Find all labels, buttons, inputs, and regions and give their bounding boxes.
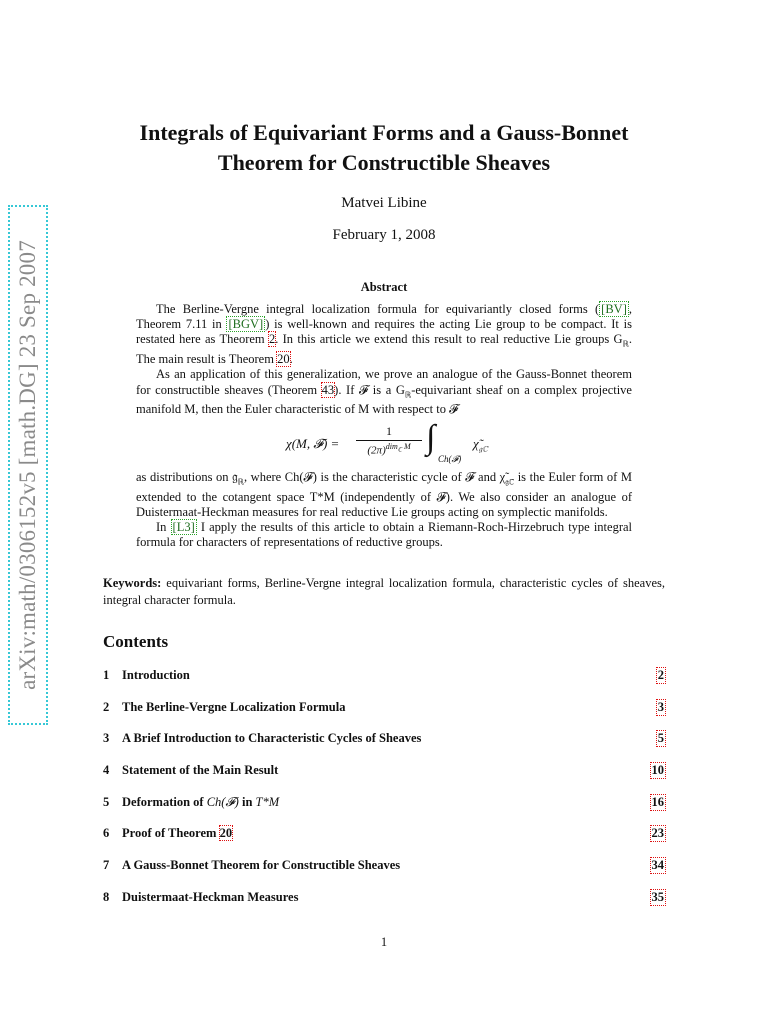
- abstract-heading: Abstract: [360, 280, 408, 294]
- toc-entry-introduction[interactable]: [103, 662, 665, 694]
- toc-title[interactable]: A Gauss-Bonnet Theorem for Constructible Sheaves: [122, 858, 401, 873]
- formula-fraction: [356, 424, 422, 457]
- abstract-text: -equivariant sheaf on a complex projective manifold M, then the Euler characteristic of M with respect to 𝓕: [136, 382, 632, 417]
- toc-title[interactable]: Introduction: [122, 668, 190, 682]
- keywords-text: equivariant forms, Berline-Vergne integral localization formula, characteristic cycles of sheaves, integral character formula.: [103, 576, 665, 607]
- fraction-bar: [356, 440, 422, 441]
- toc-entry-duistermaat-heckman[interactable]: [103, 884, 665, 916]
- abstract-body: [136, 302, 632, 417]
- toc-number: 8: [103, 889, 110, 904]
- exp-dim: dim: [385, 442, 398, 451]
- toc-page-link[interactable]: 5: [657, 731, 664, 746]
- toc-entry-proof[interactable]: [103, 820, 665, 852]
- contents-heading: Contents: [103, 632, 169, 651]
- toc-title-text: in: [238, 794, 256, 809]
- toc-number: 6: [103, 826, 110, 841]
- abstract-text: ) is well-known and requires the acting Lie group to be compact. It is restated here as Theorem: [136, 317, 632, 347]
- toc-page-link[interactable]: 2: [657, 668, 664, 682]
- toc-title-text: Deformation of: [122, 794, 207, 809]
- abstract-paragraph-1: [136, 302, 632, 367]
- toc-number: 7: [103, 858, 110, 873]
- denominator-exponent: [385, 442, 411, 454]
- title-line-2: Theorem for Constructible Sheaves: [217, 150, 551, 175]
- citation-link-l3[interactable]: [L3]: [172, 520, 195, 535]
- toc-entry-characteristic-cycles[interactable]: [103, 725, 665, 757]
- theorem-ref-2[interactable]: 2: [268, 332, 276, 347]
- toc-entry-deformation[interactable]: [103, 789, 665, 821]
- subscript-r: ℝ: [404, 390, 412, 400]
- fraction-numerator: 1: [386, 424, 392, 438]
- subscript-r: ℝ: [622, 339, 629, 349]
- toc-title[interactable]: [122, 795, 279, 810]
- toc-number: 5: [103, 794, 110, 809]
- abstract-paragraph-2: [136, 367, 632, 417]
- toc-number: 3: [103, 731, 110, 746]
- toc-page-link[interactable]: 23: [651, 826, 664, 841]
- integrand-subscript: 𝔤ℂ: [478, 444, 488, 454]
- abstract-text: .: [289, 352, 293, 367]
- abstract-paragraph-4: [136, 520, 632, 550]
- abstract-text: , Theorem 7.11 in: [136, 302, 632, 332]
- abstract-paragraph-3: [136, 470, 632, 520]
- toc-number: 2: [103, 699, 110, 714]
- keywords-block: [103, 575, 665, 609]
- toc-entry-berline-vergne[interactable]: [103, 694, 665, 726]
- paper-date: February 1, 2008: [332, 227, 436, 243]
- abstract-text: As an application of this generalization, we prove an analogue of the Gauss-Bonnet theorem for constructible sheaves (Theorem: [136, 367, 632, 397]
- theorem-ref-43[interactable]: 43: [321, 382, 335, 397]
- toc-page-link[interactable]: 16: [651, 794, 664, 809]
- toc-page-link[interactable]: 34: [651, 858, 664, 873]
- denominator-base: (2π): [367, 444, 386, 457]
- abstract-text: , where Ch(𝓕) is the characteristic cycle of 𝓕 and χ̃: [244, 470, 506, 484]
- exp-sub: ℂ: [397, 447, 402, 454]
- abstract-text: I apply the results of this article to obtain a Riemann-Roch-Hirzebruch type integral formula for characters of representations of reductive groups.: [136, 520, 632, 550]
- abstract-text: as distributions on 𝔤: [136, 470, 238, 484]
- toc-title[interactable]: Statement of the Main Result: [122, 763, 279, 778]
- euler-form-symbol: χ̃: [473, 436, 479, 451]
- arxiv-sidebar[interactable]: [8, 205, 48, 725]
- arxiv-identifier[interactable]: arXiv:math/0306152v5 [math.DG] 23 Sep 2007: [15, 240, 40, 690]
- title-line-1: Integrals of Equivariant Forms and a Gauss-Bonnet: [139, 120, 629, 145]
- theorem-ref-20[interactable]: 20: [277, 352, 290, 367]
- toc-title-math: Ch(𝓕): [206, 794, 239, 809]
- toc-number: 1: [103, 668, 110, 682]
- subscript-r: ℝ: [237, 477, 244, 487]
- abstract-text: is the Euler form of M extended to the cotangent space T*M (independently of 𝓕). We also consider an analogue of Duistermaat-Heckman measures for real reductive Lie groups acting on symplectic manifolds.: [136, 470, 632, 519]
- toc-title-text: Proof of Theorem: [122, 826, 220, 841]
- toc-title[interactable]: [122, 826, 232, 841]
- integral-domain: Ch(𝓕): [438, 454, 462, 464]
- citation-link-bv[interactable]: [BV]: [601, 302, 627, 316]
- toc-title[interactable]: A Brief Introduction to Characteristic Cycles of Sheaves: [122, 731, 422, 746]
- table-of-contents: [103, 662, 665, 916]
- abstract-body-continued: [136, 470, 632, 551]
- theorem-ref-20[interactable]: 20: [219, 826, 233, 841]
- toc-entry-gauss-bonnet[interactable]: [103, 852, 665, 884]
- citation-link-bgv[interactable]: [BGV]: [228, 317, 264, 332]
- subscript-gc: 𝔤ℂ: [505, 477, 515, 487]
- abstract-text: ). If 𝓕 is a G: [334, 382, 405, 397]
- toc-title[interactable]: The Berline-Vergne Localization Formula: [122, 699, 346, 714]
- toc-title-math: T*M: [255, 794, 280, 809]
- toc-entry-main-result[interactable]: [103, 757, 665, 789]
- integral-sign: ∫: [426, 419, 436, 456]
- toc-page-link[interactable]: 10: [651, 763, 664, 778]
- toc-title[interactable]: Duistermaat-Heckman Measures: [122, 889, 299, 904]
- euler-characteristic-formula: [286, 419, 496, 464]
- abstract-text: . The main result is Theorem: [136, 332, 632, 367]
- keywords-label: Keywords:: [103, 576, 162, 590]
- paper-title: [88, 118, 680, 178]
- abstract-text: The Berline-Vergne integral localization formula for equivariantly closed forms (: [156, 302, 600, 316]
- author-name: Matvei Libine: [341, 195, 427, 211]
- formula-lhs: χ(M, 𝓕) =: [286, 436, 340, 451]
- fraction-denominator: [356, 442, 422, 457]
- toc-number: 4: [103, 763, 110, 778]
- abstract-text: In: [156, 520, 171, 535]
- toc-page-link[interactable]: 35: [651, 889, 664, 904]
- exp-tail: M: [401, 442, 411, 451]
- page-number: 1: [380, 935, 388, 949]
- formula-integrand: [473, 436, 488, 455]
- abstract-text: . In this article we extend this result to real reductive Lie groups G: [275, 332, 623, 347]
- toc-page-link[interactable]: 3: [657, 699, 664, 714]
